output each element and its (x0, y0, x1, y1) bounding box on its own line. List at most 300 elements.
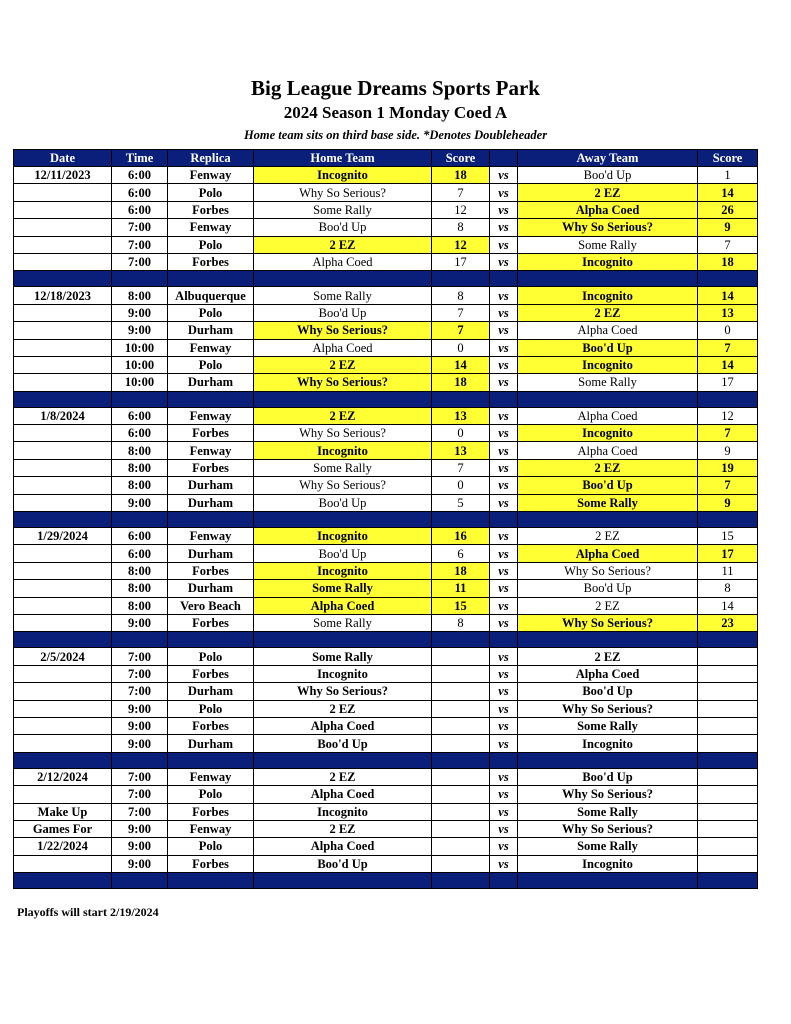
home-team: Incognito (254, 167, 432, 184)
home-team: Incognito (254, 562, 432, 579)
col-header-time: Time (112, 150, 168, 167)
home-team: Why So Serious? (254, 184, 432, 201)
week-separator (14, 512, 758, 528)
game-date (14, 580, 112, 597)
game-date (14, 735, 112, 752)
away-score: 12 (698, 407, 758, 424)
home-team: 2 EZ (254, 700, 432, 717)
col-header-home-team: Home Team (254, 150, 432, 167)
game-time: 7:00 (112, 683, 168, 700)
game-date (14, 425, 112, 442)
game-row (14, 219, 758, 236)
game-date: 1/29/2024 (14, 528, 112, 545)
schedule-body (14, 167, 758, 889)
game-time: 6:00 (112, 545, 168, 562)
home-score: 0 (432, 339, 490, 356)
game-field: Fenway (168, 528, 254, 545)
home-team: Why So Serious? (254, 477, 432, 494)
away-team: Some Rally (518, 236, 698, 253)
game-field: Forbes (168, 614, 254, 631)
vs-label: vs (490, 167, 518, 184)
game-row (14, 236, 758, 253)
game-field: Fenway (168, 768, 254, 785)
game-field: Forbes (168, 459, 254, 476)
game-date (14, 442, 112, 459)
separator-cell (254, 752, 432, 768)
game-time: 9:00 (112, 820, 168, 837)
game-field: Polo (168, 356, 254, 373)
col-header-date: Date (14, 150, 112, 167)
home-score (432, 735, 490, 752)
separator-cell (112, 873, 168, 889)
game-time: 7:00 (112, 219, 168, 236)
away-score: 0 (698, 322, 758, 339)
away-team: Some Rally (518, 374, 698, 391)
vs-label: vs (490, 253, 518, 270)
game-row (14, 648, 758, 665)
header-row (14, 150, 758, 167)
game-field: Durham (168, 735, 254, 752)
separator-cell (254, 873, 432, 889)
away-score: 7 (698, 425, 758, 442)
game-field: Forbes (168, 201, 254, 218)
separator-cell (14, 271, 112, 287)
away-team: Why So Serious? (518, 820, 698, 837)
home-score: 7 (432, 459, 490, 476)
separator-cell (698, 873, 758, 889)
game-field: Fenway (168, 167, 254, 184)
home-score: 5 (432, 494, 490, 511)
game-time: 8:00 (112, 287, 168, 304)
vs-label: vs (490, 287, 518, 304)
game-row (14, 665, 758, 682)
game-time: 8:00 (112, 459, 168, 476)
away-team: Why So Serious? (518, 700, 698, 717)
separator-cell (168, 512, 254, 528)
home-team: Why So Serious? (254, 374, 432, 391)
away-score: 15 (698, 528, 758, 545)
game-field: Forbes (168, 425, 254, 442)
away-team: Boo'd Up (518, 580, 698, 597)
game-row (14, 838, 758, 855)
home-team: Why So Serious? (254, 322, 432, 339)
game-date (14, 665, 112, 682)
game-field: Fenway (168, 820, 254, 837)
game-time: 6:00 (112, 167, 168, 184)
page-subtitle: 2024 Season 1 Monday Coed A (283, 103, 508, 122)
away-score: 23 (698, 614, 758, 631)
game-field: Fenway (168, 339, 254, 356)
game-row (14, 442, 758, 459)
home-score: 18 (432, 167, 490, 184)
home-score: 13 (432, 442, 490, 459)
game-time: 9:00 (112, 304, 168, 321)
game-field: Polo (168, 700, 254, 717)
game-date (14, 184, 112, 201)
away-score: 9 (698, 442, 758, 459)
home-team: Boo'd Up (254, 494, 432, 511)
game-row (14, 700, 758, 717)
away-team: Boo'd Up (518, 339, 698, 356)
game-time: 7:00 (112, 786, 168, 803)
separator-cell (254, 512, 432, 528)
game-field: Polo (168, 786, 254, 803)
separator-cell (518, 271, 698, 287)
away-score: 26 (698, 201, 758, 218)
separator-cell (14, 632, 112, 648)
game-time: 9:00 (112, 614, 168, 631)
away-team: Incognito (518, 425, 698, 442)
game-field: Fenway (168, 442, 254, 459)
vs-label: vs (490, 459, 518, 476)
separator-cell (432, 873, 490, 889)
home-team: Alpha Coed (254, 786, 432, 803)
game-time: 7:00 (112, 803, 168, 820)
home-team: Incognito (254, 442, 432, 459)
game-date (14, 545, 112, 562)
week-separator (14, 271, 758, 287)
home-score (432, 665, 490, 682)
page-title: Big League Dreams Sports Park (251, 76, 540, 100)
separator-cell (518, 632, 698, 648)
game-date (14, 494, 112, 511)
home-team: Incognito (254, 665, 432, 682)
home-score (432, 768, 490, 785)
game-field: Durham (168, 322, 254, 339)
game-field: Forbes (168, 803, 254, 820)
home-score: 12 (432, 201, 490, 218)
separator-cell (432, 752, 490, 768)
home-team: Boo'd Up (254, 855, 432, 872)
home-team: 2 EZ (254, 820, 432, 837)
away-team: Boo'd Up (518, 477, 698, 494)
game-field: Fenway (168, 407, 254, 424)
game-date (14, 219, 112, 236)
separator-cell (112, 752, 168, 768)
footer-note: Playoffs will start 2/19/2024 (17, 905, 159, 919)
home-team: Some Rally (254, 580, 432, 597)
home-score: 7 (432, 184, 490, 201)
vs-label: vs (490, 201, 518, 218)
home-team: 2 EZ (254, 407, 432, 424)
game-date (14, 614, 112, 631)
game-date: Make Up (14, 803, 112, 820)
home-score: 17 (432, 253, 490, 270)
separator-cell (698, 512, 758, 528)
vs-label: vs (490, 374, 518, 391)
game-field: Durham (168, 477, 254, 494)
separator-cell (254, 271, 432, 287)
game-field: Fenway (168, 219, 254, 236)
game-date (14, 597, 112, 614)
away-score: 13 (698, 304, 758, 321)
separator-cell (490, 512, 518, 528)
vs-label: vs (490, 219, 518, 236)
game-date: 12/18/2023 (14, 287, 112, 304)
col-header-replica: Replica (168, 150, 254, 167)
game-time: 9:00 (112, 735, 168, 752)
game-date (14, 322, 112, 339)
home-score: 12 (432, 236, 490, 253)
game-time: 8:00 (112, 580, 168, 597)
home-team: Some Rally (254, 459, 432, 476)
game-date: 1/22/2024 (14, 838, 112, 855)
game-row (14, 683, 758, 700)
separator-cell (432, 632, 490, 648)
separator-cell (168, 873, 254, 889)
game-time: 6:00 (112, 201, 168, 218)
game-time: 7:00 (112, 236, 168, 253)
away-team: Some Rally (518, 803, 698, 820)
vs-label: vs (490, 768, 518, 785)
home-team: Boo'd Up (254, 304, 432, 321)
separator-cell (112, 632, 168, 648)
game-row (14, 786, 758, 803)
game-date (14, 459, 112, 476)
away-team: Incognito (518, 287, 698, 304)
game-row (14, 717, 758, 734)
away-team: 2 EZ (518, 597, 698, 614)
vs-label: vs (490, 803, 518, 820)
home-score: 11 (432, 580, 490, 597)
game-row (14, 597, 758, 614)
away-score: 17 (698, 545, 758, 562)
game-row (14, 768, 758, 785)
away-team: Incognito (518, 356, 698, 373)
away-team: 2 EZ (518, 648, 698, 665)
col-header-vs (490, 150, 518, 167)
week-separator (14, 873, 758, 889)
game-date (14, 253, 112, 270)
home-score: 0 (432, 425, 490, 442)
home-score: 13 (432, 407, 490, 424)
away-score (698, 855, 758, 872)
game-date (14, 700, 112, 717)
game-date (14, 304, 112, 321)
game-date (14, 374, 112, 391)
away-team: Boo'd Up (518, 683, 698, 700)
vs-label: vs (490, 494, 518, 511)
separator-cell (254, 632, 432, 648)
col-header-home-score: Score (432, 150, 490, 167)
game-row (14, 425, 758, 442)
week-separator (14, 752, 758, 768)
game-date: Games For (14, 820, 112, 837)
separator-cell (518, 752, 698, 768)
vs-label: vs (490, 820, 518, 837)
week-separator (14, 391, 758, 407)
game-time: 7:00 (112, 665, 168, 682)
vs-label: vs (490, 442, 518, 459)
home-team: Some Rally (254, 614, 432, 631)
game-row (14, 287, 758, 304)
game-row (14, 562, 758, 579)
away-team: Boo'd Up (518, 768, 698, 785)
game-date (14, 855, 112, 872)
game-time: 9:00 (112, 838, 168, 855)
game-field: Forbes (168, 665, 254, 682)
game-row (14, 374, 758, 391)
home-team: Boo'd Up (254, 735, 432, 752)
home-score (432, 838, 490, 855)
game-field: Durham (168, 683, 254, 700)
game-row (14, 253, 758, 270)
home-team: Alpha Coed (254, 597, 432, 614)
col-header-away-score: Score (698, 150, 758, 167)
game-row (14, 459, 758, 476)
away-score: 17 (698, 374, 758, 391)
away-score (698, 735, 758, 752)
home-team: Boo'd Up (254, 545, 432, 562)
game-field: Polo (168, 304, 254, 321)
vs-label: vs (490, 545, 518, 562)
game-field: Forbes (168, 253, 254, 270)
separator-cell (14, 512, 112, 528)
home-team: Why So Serious? (254, 683, 432, 700)
away-team: Why So Serious? (518, 614, 698, 631)
home-team: Alpha Coed (254, 717, 432, 734)
away-score: 1 (698, 167, 758, 184)
game-field: Durham (168, 494, 254, 511)
game-row (14, 356, 758, 373)
game-time: 7:00 (112, 253, 168, 270)
home-team: Alpha Coed (254, 838, 432, 855)
game-date (14, 717, 112, 734)
vs-label: vs (490, 339, 518, 356)
away-score: 7 (698, 477, 758, 494)
separator-cell (490, 391, 518, 407)
home-team: Some Rally (254, 287, 432, 304)
away-team: Why So Serious? (518, 786, 698, 803)
game-date (14, 201, 112, 218)
separator-cell (254, 391, 432, 407)
game-date: 2/5/2024 (14, 648, 112, 665)
game-row (14, 339, 758, 356)
game-field: Forbes (168, 717, 254, 734)
game-date: 12/11/2023 (14, 167, 112, 184)
vs-label: vs (490, 322, 518, 339)
home-score (432, 820, 490, 837)
home-team: Alpha Coed (254, 339, 432, 356)
game-field: Polo (168, 648, 254, 665)
game-time: 9:00 (112, 494, 168, 511)
away-team: Alpha Coed (518, 201, 698, 218)
game-date (14, 477, 112, 494)
vs-label: vs (490, 735, 518, 752)
vs-label: vs (490, 425, 518, 442)
game-time: 6:00 (112, 184, 168, 201)
away-score (698, 717, 758, 734)
game-field: Forbes (168, 562, 254, 579)
vs-label: vs (490, 786, 518, 803)
vs-label: vs (490, 648, 518, 665)
vs-label: vs (490, 184, 518, 201)
home-team: 2 EZ (254, 236, 432, 253)
away-score: 19 (698, 459, 758, 476)
separator-cell (698, 632, 758, 648)
separator-cell (698, 391, 758, 407)
schedule-table (13, 149, 758, 889)
away-score: 14 (698, 287, 758, 304)
separator-cell (698, 752, 758, 768)
home-score (432, 786, 490, 803)
away-team: Why So Serious? (518, 562, 698, 579)
home-score: 8 (432, 287, 490, 304)
game-time: 6:00 (112, 407, 168, 424)
home-team: 2 EZ (254, 768, 432, 785)
separator-cell (490, 873, 518, 889)
vs-label: vs (490, 597, 518, 614)
away-team: Alpha Coed (518, 665, 698, 682)
vs-label: vs (490, 562, 518, 579)
away-score: 14 (698, 184, 758, 201)
separator-cell (490, 632, 518, 648)
separator-cell (518, 873, 698, 889)
home-score (432, 648, 490, 665)
separator-cell (432, 271, 490, 287)
home-score: 18 (432, 562, 490, 579)
home-team: 2 EZ (254, 356, 432, 373)
away-team: Alpha Coed (518, 442, 698, 459)
game-time: 8:00 (112, 562, 168, 579)
away-score: 7 (698, 339, 758, 356)
home-score: 8 (432, 219, 490, 236)
away-score (698, 838, 758, 855)
separator-cell (168, 271, 254, 287)
game-row (14, 304, 758, 321)
game-row (14, 407, 758, 424)
game-row (14, 184, 758, 201)
game-time: 8:00 (112, 442, 168, 459)
home-score: 7 (432, 322, 490, 339)
game-row (14, 803, 758, 820)
away-team: 2 EZ (518, 459, 698, 476)
vs-label: vs (490, 580, 518, 597)
game-date: 1/8/2024 (14, 407, 112, 424)
game-row (14, 477, 758, 494)
vs-label: vs (490, 356, 518, 373)
game-field: Polo (168, 184, 254, 201)
game-row (14, 494, 758, 511)
game-time: 7:00 (112, 768, 168, 785)
game-row (14, 820, 758, 837)
separator-cell (518, 512, 698, 528)
game-date (14, 356, 112, 373)
vs-label: vs (490, 717, 518, 734)
separator-cell (698, 271, 758, 287)
game-date (14, 786, 112, 803)
home-score: 15 (432, 597, 490, 614)
away-score: 14 (698, 597, 758, 614)
away-score (698, 700, 758, 717)
away-score: 18 (698, 253, 758, 270)
home-score (432, 700, 490, 717)
away-team: Incognito (518, 253, 698, 270)
away-team: Incognito (518, 735, 698, 752)
game-time: 10:00 (112, 356, 168, 373)
game-row (14, 855, 758, 872)
game-row (14, 735, 758, 752)
game-date (14, 683, 112, 700)
game-time: 9:00 (112, 855, 168, 872)
away-team: Alpha Coed (518, 322, 698, 339)
game-time: 6:00 (112, 528, 168, 545)
game-time: 8:00 (112, 477, 168, 494)
home-score (432, 855, 490, 872)
game-row (14, 167, 758, 184)
game-row (14, 201, 758, 218)
away-team: Alpha Coed (518, 545, 698, 562)
